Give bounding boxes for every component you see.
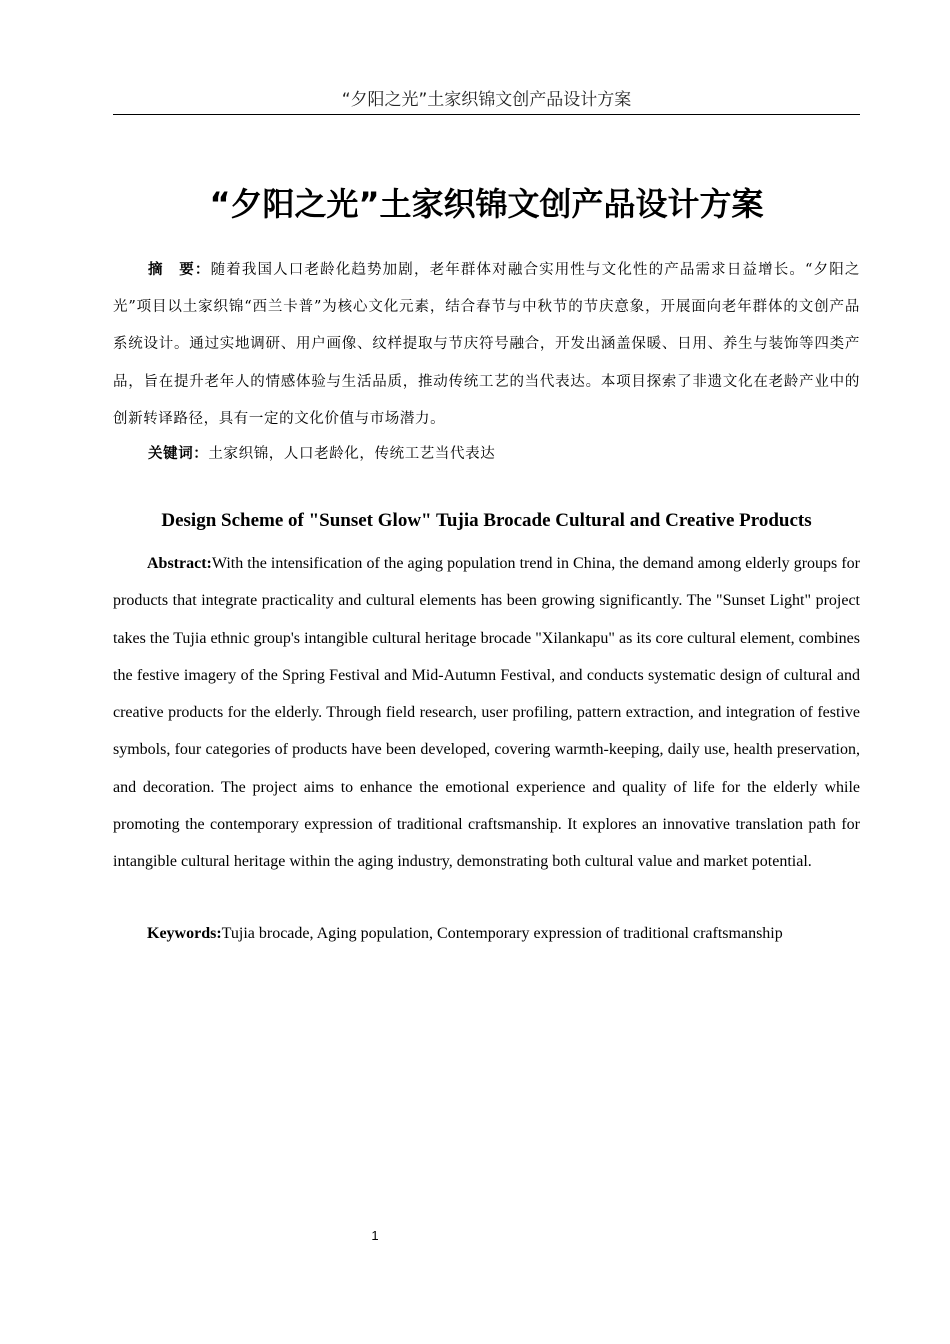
english-title: Design Scheme of "Sunset Glow" Tujia Brocade Cultural and Creative Products [161, 510, 812, 531]
english-abstract [113, 545, 860, 881]
chinese-keywords-label: 关键词： [148, 446, 209, 462]
page-number: 1 [371, 1228, 379, 1243]
chinese-keywords-text: 土家织锦，人口老龄化，传统工艺当代表达 [208, 446, 496, 462]
chinese-abstract-text: 随着我国人口老龄化趋势加剧，老年群体对融合实用性与文化性的产品需求日益增长。“夕阳之光”项目以土家织锦“西兰卡普”为核心文化元素，结合春节与中秋节的节庆意象，开展面向老年群体的文创产品系统设计。通过实地调研、用户画像、纹样提取与节庆符号融合，开发出涵盖保暖、日用、养生与装饰等四类产品，旨在提升老年人的情感体验与生活品质，推动传统工艺的当代表达。本项目探索了非遗文化在老龄产业中的创新转译路径，具有一定的文化价值与市场潜力。 [113, 262, 860, 427]
english-keywords [113, 916, 860, 952]
paper-title: “夕阳之光”土家织锦文创产品设计方案 [209, 185, 764, 223]
chinese-keywords [113, 436, 860, 473]
english-keywords-label: Keywords: [147, 925, 222, 942]
running-header [113, 88, 860, 115]
english-abstract-label: Abstract: [147, 555, 212, 572]
running-header-title: “夕阳之光”土家织锦文创产品设计方案 [341, 90, 632, 110]
english-keywords-text: Tujia brocade, Aging population, Contemporary expression of traditional craftsmanship [221, 925, 783, 942]
chinese-abstract-label: 摘 要： [148, 262, 211, 278]
chinese-abstract [113, 252, 860, 438]
english-abstract-text: With the intensification of the aging population trend in China, the demand among elderly groups for products that integrate practicality and cultural elements has been growing significantly. The "Sunset Light" project takes the Tujia ethnic group's intangible cultural heritage brocade "Xilankapu" as its core cultural element, combines the festive imagery of the Spring Festival and Mid-Autumn Festival, and conducts systematic design of cultural and creative products for the elderly. Through field research, user profiling, pattern extraction, and integration of festive symbols, four categories of products have been developed, covering warmth-keeping, daily use, health preservation, and decoration. The project aims to enhance the emotional experience and quality of life for the elderly while promoting the contemporary expression of traditional craftsmanship. It explores an innovative translation path for intangible cultural heritage within the aging industry, demonstrating both cultural value and market potential. [113, 555, 860, 871]
